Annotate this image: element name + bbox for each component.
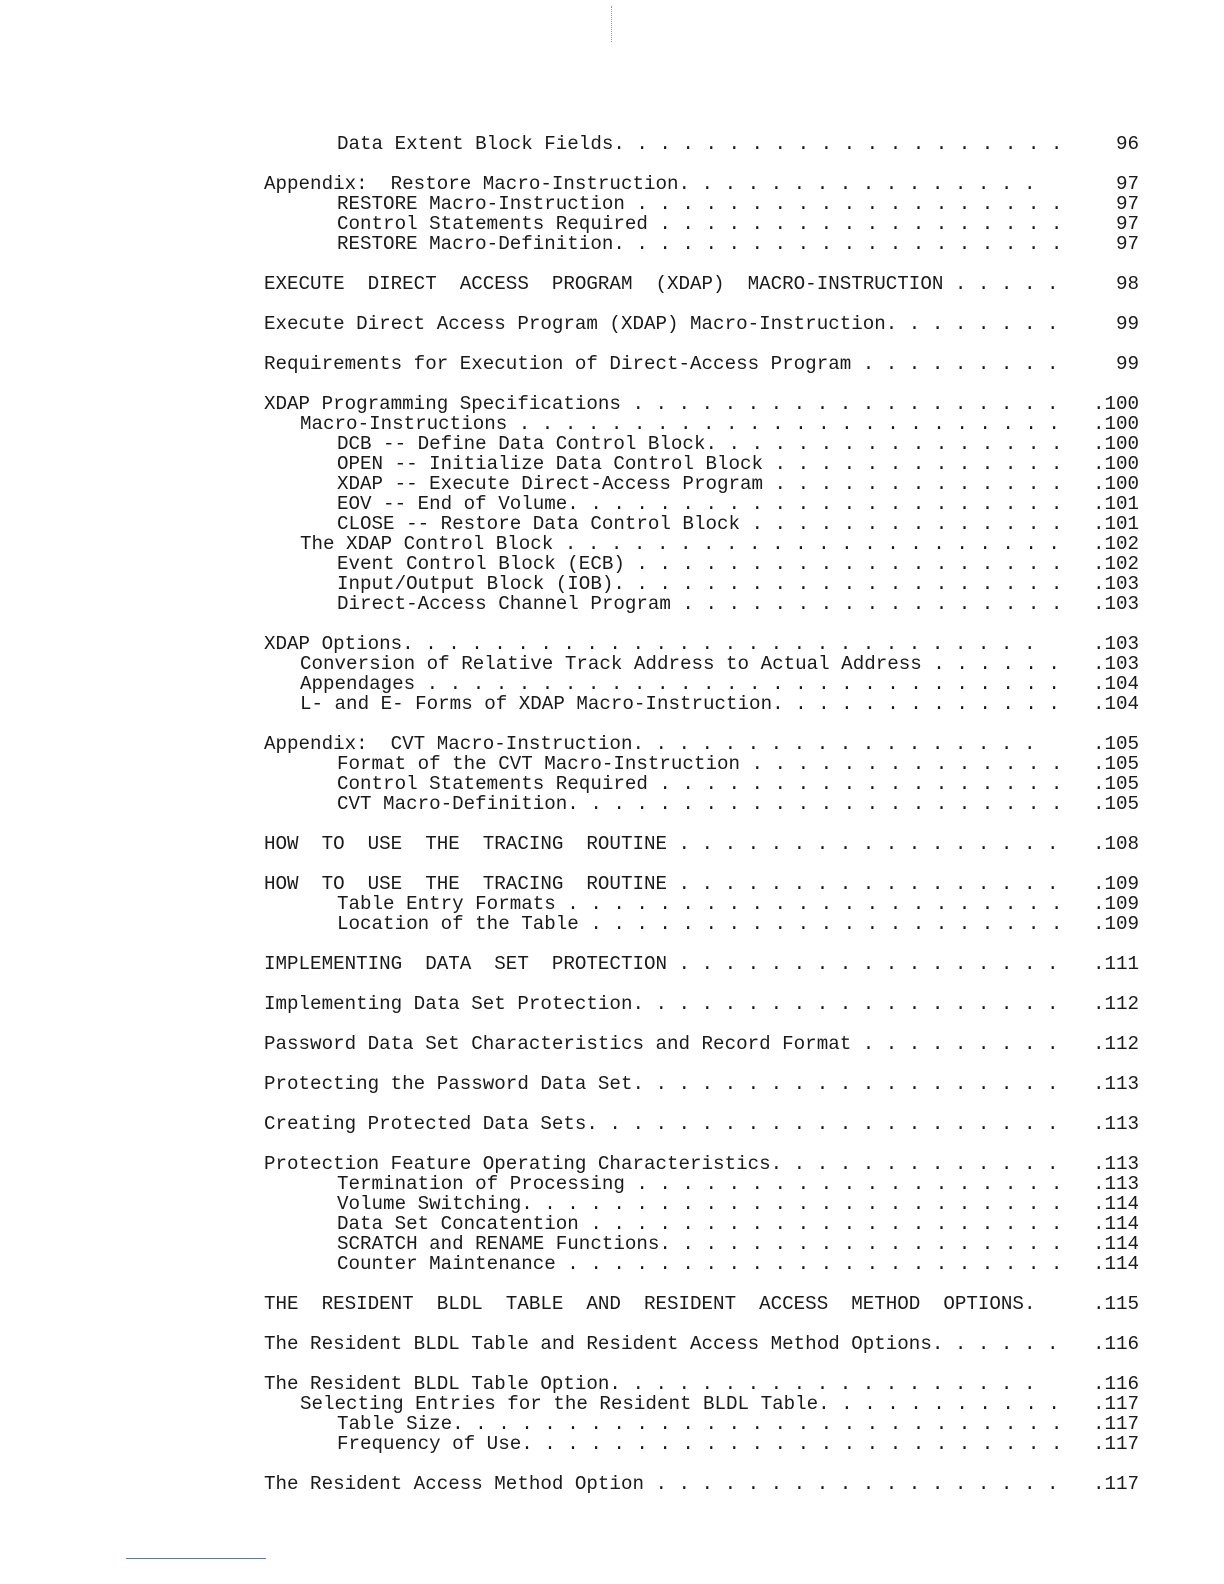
toc-entry: [264, 1034, 1139, 1054]
toc-entry-title: The XDAP Control Block . . . . . . . . . . . . . . . . . . . . . .: [300, 533, 1060, 555]
toc-entry: [264, 554, 1139, 574]
toc-entry: [264, 1474, 1139, 1494]
toc-entry: [264, 534, 1139, 554]
toc-entry-title: OPEN -- Initialize Data Control Block . . . . . . . . . . . . .: [337, 453, 1063, 475]
toc-entry-title: Counter Maintenance . . . . . . . . . . . . . . . . . . . . . .: [337, 1253, 1063, 1275]
toc-group: [264, 1294, 1139, 1314]
toc-entry-page: 98: [1115, 273, 1139, 295]
toc-group: [264, 954, 1139, 974]
toc-entry: [264, 414, 1139, 434]
toc-entry: [264, 434, 1139, 454]
toc-entry: [264, 674, 1139, 694]
toc-entry-title: Event Control Block (ECB) . . . . . . . . . . . . . . . . . . .: [337, 553, 1063, 575]
toc-entry: [264, 1334, 1139, 1354]
toc-entry: [264, 454, 1139, 474]
toc-entry-page: .102: [1092, 533, 1139, 555]
toc-group: [264, 1334, 1139, 1354]
toc-entry-title: Appendages . . . . . . . . . . . . . . . . . . . . . . . . . . . .: [300, 673, 1060, 695]
toc-entry-title: Protecting the Password Data Set. . . . . . . . . . . . . . . . . . .: [264, 1073, 1059, 1095]
toc-entry-title: CVT Macro-Definition. . . . . . . . . . . . . . . . . . . . . .: [337, 793, 1063, 815]
toc-entry-title: Format of the CVT Macro-Instruction . . . . . . . . . . . . . .: [337, 753, 1063, 775]
toc-entry-page: .103: [1092, 573, 1139, 595]
toc-entry-page: .114: [1092, 1253, 1139, 1275]
toc-entry-page: .114: [1092, 1233, 1139, 1255]
toc-entry-page: .113: [1092, 1113, 1139, 1135]
toc-entry-title: IMPLEMENTING DATA SET PROTECTION . . . . . . . . . . . . . . . . .: [264, 953, 1059, 975]
toc-entry-page: 99: [1115, 353, 1139, 375]
toc-entry: [264, 1114, 1139, 1134]
toc-entry-title: EOV -- End of Volume. . . . . . . . . . . . . . . . . . . . . .: [337, 493, 1063, 515]
toc-group: [264, 634, 1139, 714]
toc-entry-page: .100: [1092, 393, 1139, 415]
toc-entry: [264, 1374, 1139, 1394]
toc-entry-title: The Resident BLDL Table and Resident Access Method Options. . . . . .: [264, 1333, 1059, 1355]
toc-entry-page: 97: [1115, 213, 1139, 235]
toc-entry-title: Password Data Set Characteristics and Record Format . . . . . . . . .: [264, 1033, 1059, 1055]
toc-entry: [264, 954, 1139, 974]
toc-entry-title: L- and E- Forms of XDAP Macro-Instruction. . . . . . . . . . . . .: [300, 693, 1060, 715]
toc-entry-page: .103: [1092, 593, 1139, 615]
toc-entry-title: Execute Direct Access Program (XDAP) Macro-Instruction. . . . . . . .: [264, 313, 1059, 335]
toc-entry-title: HOW TO USE THE TRACING ROUTINE . . . . . . . . . . . . . . . . .: [264, 873, 1059, 895]
toc-entry-page: .113: [1092, 1153, 1139, 1175]
toc-entry: [264, 1194, 1139, 1214]
toc-entry: [264, 474, 1139, 494]
toc-entry-title: RESTORE Macro-Instruction . . . . . . . . . . . . . . . . . . .: [337, 193, 1063, 215]
toc-entry-page: .113: [1092, 1073, 1139, 1095]
toc-entry-title: Location of the Table . . . . . . . . . . . . . . . . . . . . .: [337, 913, 1063, 935]
toc-entry-title: Direct-Access Channel Program . . . . . . . . . . . . . . . . .: [337, 593, 1063, 615]
toc-entry-page: .103: [1092, 653, 1139, 675]
toc-entry-title: Macro-Instructions . . . . . . . . . . . . . . . . . . . . . . . .: [300, 413, 1060, 435]
toc-entry-page: .109: [1092, 913, 1139, 935]
toc-entry: [264, 634, 1139, 654]
toc-entry-page: 97: [1115, 233, 1139, 255]
toc-entry: [264, 1394, 1139, 1414]
toc-entry-page: 99: [1115, 313, 1139, 335]
toc-entry-title: XDAP -- Execute Direct-Access Program . . . . . . . . . . . . .: [337, 473, 1063, 495]
toc-group: [264, 994, 1139, 1014]
toc-entry-page: .101: [1092, 513, 1139, 535]
toc-group: [264, 1034, 1139, 1054]
toc-group: [264, 1374, 1139, 1454]
toc-group: [264, 1154, 1139, 1274]
toc-entry-title: Requirements for Execution of Direct-Access Program . . . . . . . . .: [264, 353, 1059, 375]
toc-entry-title: Protection Feature Operating Characteristics. . . . . . . . . . . . .: [264, 1153, 1059, 1175]
toc-entry-page: .111: [1092, 953, 1139, 975]
toc-entry-page: 97: [1115, 173, 1139, 195]
toc-entry: [264, 1154, 1139, 1174]
toc-entry-title: RESTORE Macro-Definition. . . . . . . . . . . . . . . . . . . .: [337, 233, 1063, 255]
toc-group: [264, 1074, 1139, 1094]
toc-entry: [264, 494, 1139, 514]
toc-entry-title: XDAP Options. . . . . . . . . . . . . . . . . . . . . . . . . . . .: [264, 633, 1036, 655]
toc-entry-page: .100: [1092, 473, 1139, 495]
toc-entry: [264, 174, 1139, 194]
toc-entry: [264, 394, 1139, 414]
toc-entry-title: EXECUTE DIRECT ACCESS PROGRAM (XDAP) MACRO-INSTRUCTION . . . . .: [264, 273, 1059, 295]
toc-entry: [264, 274, 1139, 294]
toc-entry: [264, 1234, 1139, 1254]
toc-entry-page: .112: [1092, 993, 1139, 1015]
toc-entry: [264, 794, 1139, 814]
toc-entry: [264, 574, 1139, 594]
toc-entry-title: SCRATCH and RENAME Functions. . . . . . . . . . . . . . . . . .: [337, 1233, 1063, 1255]
toc-group: [264, 274, 1139, 294]
toc-entry-page: .114: [1092, 1193, 1139, 1215]
toc-entry-page: .109: [1092, 873, 1139, 895]
toc-entry-title: Control Statements Required . . . . . . . . . . . . . . . . . .: [337, 213, 1063, 235]
toc-entry-title: The Resident BLDL Table Option. . . . . . . . . . . . . . . . . . .: [264, 1373, 1036, 1395]
toc-entry-title: Table Size. . . . . . . . . . . . . . . . . . . . . . . . . . .: [337, 1413, 1063, 1435]
toc-entry: [264, 134, 1139, 154]
toc-group: [264, 134, 1139, 154]
toc-entry-page: .100: [1092, 413, 1139, 435]
toc-entry-title: Creating Protected Data Sets. . . . . . . . . . . . . . . . . . . . .: [264, 1113, 1059, 1135]
scan-mark: [611, 6, 613, 42]
toc-entry-title: Termination of Processing . . . . . . . . . . . . . . . . . . .: [337, 1173, 1063, 1195]
toc-entry: [264, 754, 1139, 774]
toc-entry: [264, 514, 1139, 534]
toc-entry-page: .109: [1092, 893, 1139, 915]
toc-entry-title: Data Set Concatention . . . . . . . . . . . . . . . . . . . . .: [337, 1213, 1063, 1235]
toc-entry: [264, 994, 1139, 1014]
toc-entry-page: .113: [1092, 1173, 1139, 1195]
toc-entry: [264, 1294, 1139, 1314]
toc-entry: [264, 1074, 1139, 1094]
toc-entry-title: Volume Switching. . . . . . . . . . . . . . . . . . . . . . . .: [337, 1193, 1063, 1215]
toc-group: [264, 834, 1139, 854]
toc-entry-page: .104: [1092, 673, 1139, 695]
toc-entry-page: .101: [1092, 493, 1139, 515]
toc-entry-page: .105: [1092, 753, 1139, 775]
toc-entry-page: .117: [1092, 1433, 1139, 1455]
toc-entry-page: .117: [1092, 1393, 1139, 1415]
toc-entry-page: .104: [1092, 693, 1139, 715]
toc-entry-title: Input/Output Block (IOB). . . . . . . . . . . . . . . . . . . .: [337, 573, 1063, 595]
toc-group: [264, 1114, 1139, 1134]
toc-entry-title: CLOSE -- Restore Data Control Block . . . . . . . . . . . . . .: [337, 513, 1063, 535]
toc-entry-page: .114: [1092, 1213, 1139, 1235]
toc-entry-title: THE RESIDENT BLDL TABLE AND RESIDENT ACCESS METHOD OPTIONS.: [264, 1293, 1036, 1315]
toc-entry-page: 97: [1115, 193, 1139, 215]
toc-entry-page: .116: [1092, 1333, 1139, 1355]
toc-entry-page: .117: [1092, 1473, 1139, 1495]
toc-entry: [264, 894, 1139, 914]
toc-entry-title: XDAP Programming Specifications . . . . . . . . . . . . . . . . . . .: [264, 393, 1059, 415]
toc-group: [264, 394, 1139, 614]
toc-entry-title: DCB -- Define Data Control Block. . . . . . . . . . . . . . . .: [337, 433, 1063, 455]
toc-entry: [264, 1174, 1139, 1194]
toc-entry: [264, 1434, 1139, 1454]
toc-entry: [264, 694, 1139, 714]
toc-entry-page: .116: [1092, 1373, 1139, 1395]
toc-group: [264, 174, 1139, 254]
toc-entry-page: .105: [1092, 773, 1139, 795]
toc-entry: [264, 734, 1139, 754]
table-of-contents: [264, 134, 1139, 1514]
toc-entry: [264, 774, 1139, 794]
toc-entry-title: Conversion of Relative Track Address to Actual Address . . . . . .: [300, 653, 1060, 675]
toc-entry-page: 96: [1115, 133, 1139, 155]
toc-entry: [264, 214, 1139, 234]
toc-entry-title: Control Statements Required . . . . . . . . . . . . . . . . . .: [337, 773, 1063, 795]
toc-entry: [264, 314, 1139, 334]
toc-group: [264, 354, 1139, 374]
toc-entry-page: .108: [1092, 833, 1139, 855]
toc-entry: [264, 354, 1139, 374]
toc-entry-title: HOW TO USE THE TRACING ROUTINE . . . . . . . . . . . . . . . . .: [264, 833, 1059, 855]
toc-entry: [264, 194, 1139, 214]
toc-entry-page: .102: [1092, 553, 1139, 575]
toc-entry-page: .100: [1092, 433, 1139, 455]
toc-entry-title: The Resident Access Method Option . . . . . . . . . . . . . . . . . .: [264, 1473, 1059, 1495]
toc-entry-title: Selecting Entries for the Resident BLDL Table. . . . . . . . . . .: [300, 1393, 1060, 1415]
toc-group: [264, 734, 1139, 814]
toc-entry: [264, 234, 1139, 254]
toc-entry-title: Appendix: Restore Macro-Instruction. . . . . . . . . . . . . . . .: [264, 173, 1036, 195]
footnote-rule: [126, 1558, 266, 1559]
toc-entry-title: Implementing Data Set Protection. . . . . . . . . . . . . . . . . . .: [264, 993, 1059, 1015]
toc-entry: [264, 914, 1139, 934]
toc-entry: [264, 874, 1139, 894]
toc-entry-title: Frequency of Use. . . . . . . . . . . . . . . . . . . . . . . .: [337, 1433, 1063, 1455]
toc-group: [264, 1474, 1139, 1494]
toc-entry: [264, 654, 1139, 674]
toc-entry-title: Data Extent Block Fields. . . . . . . . . . . . . . . . . . . .: [337, 133, 1063, 155]
toc-entry: [264, 594, 1139, 614]
toc-entry-page: .112: [1092, 1033, 1139, 1055]
toc-entry-page: .105: [1092, 793, 1139, 815]
toc-entry-title: Appendix: CVT Macro-Instruction. . . . . . . . . . . . . . . . . .: [264, 733, 1036, 755]
toc-entry-page: .103: [1092, 633, 1139, 655]
toc-entry: [264, 1414, 1139, 1434]
toc-entry: [264, 834, 1139, 854]
toc-entry-page: .115: [1092, 1293, 1139, 1315]
toc-entry: [264, 1214, 1139, 1234]
toc-entry-page: .105: [1092, 733, 1139, 755]
toc-entry-title: Table Entry Formats . . . . . . . . . . . . . . . . . . . . . .: [337, 893, 1063, 915]
toc-entry: [264, 1254, 1139, 1274]
toc-entry-page: .117: [1092, 1413, 1139, 1435]
toc-entry-page: .100: [1092, 453, 1139, 475]
toc-group: [264, 314, 1139, 334]
toc-group: [264, 874, 1139, 934]
